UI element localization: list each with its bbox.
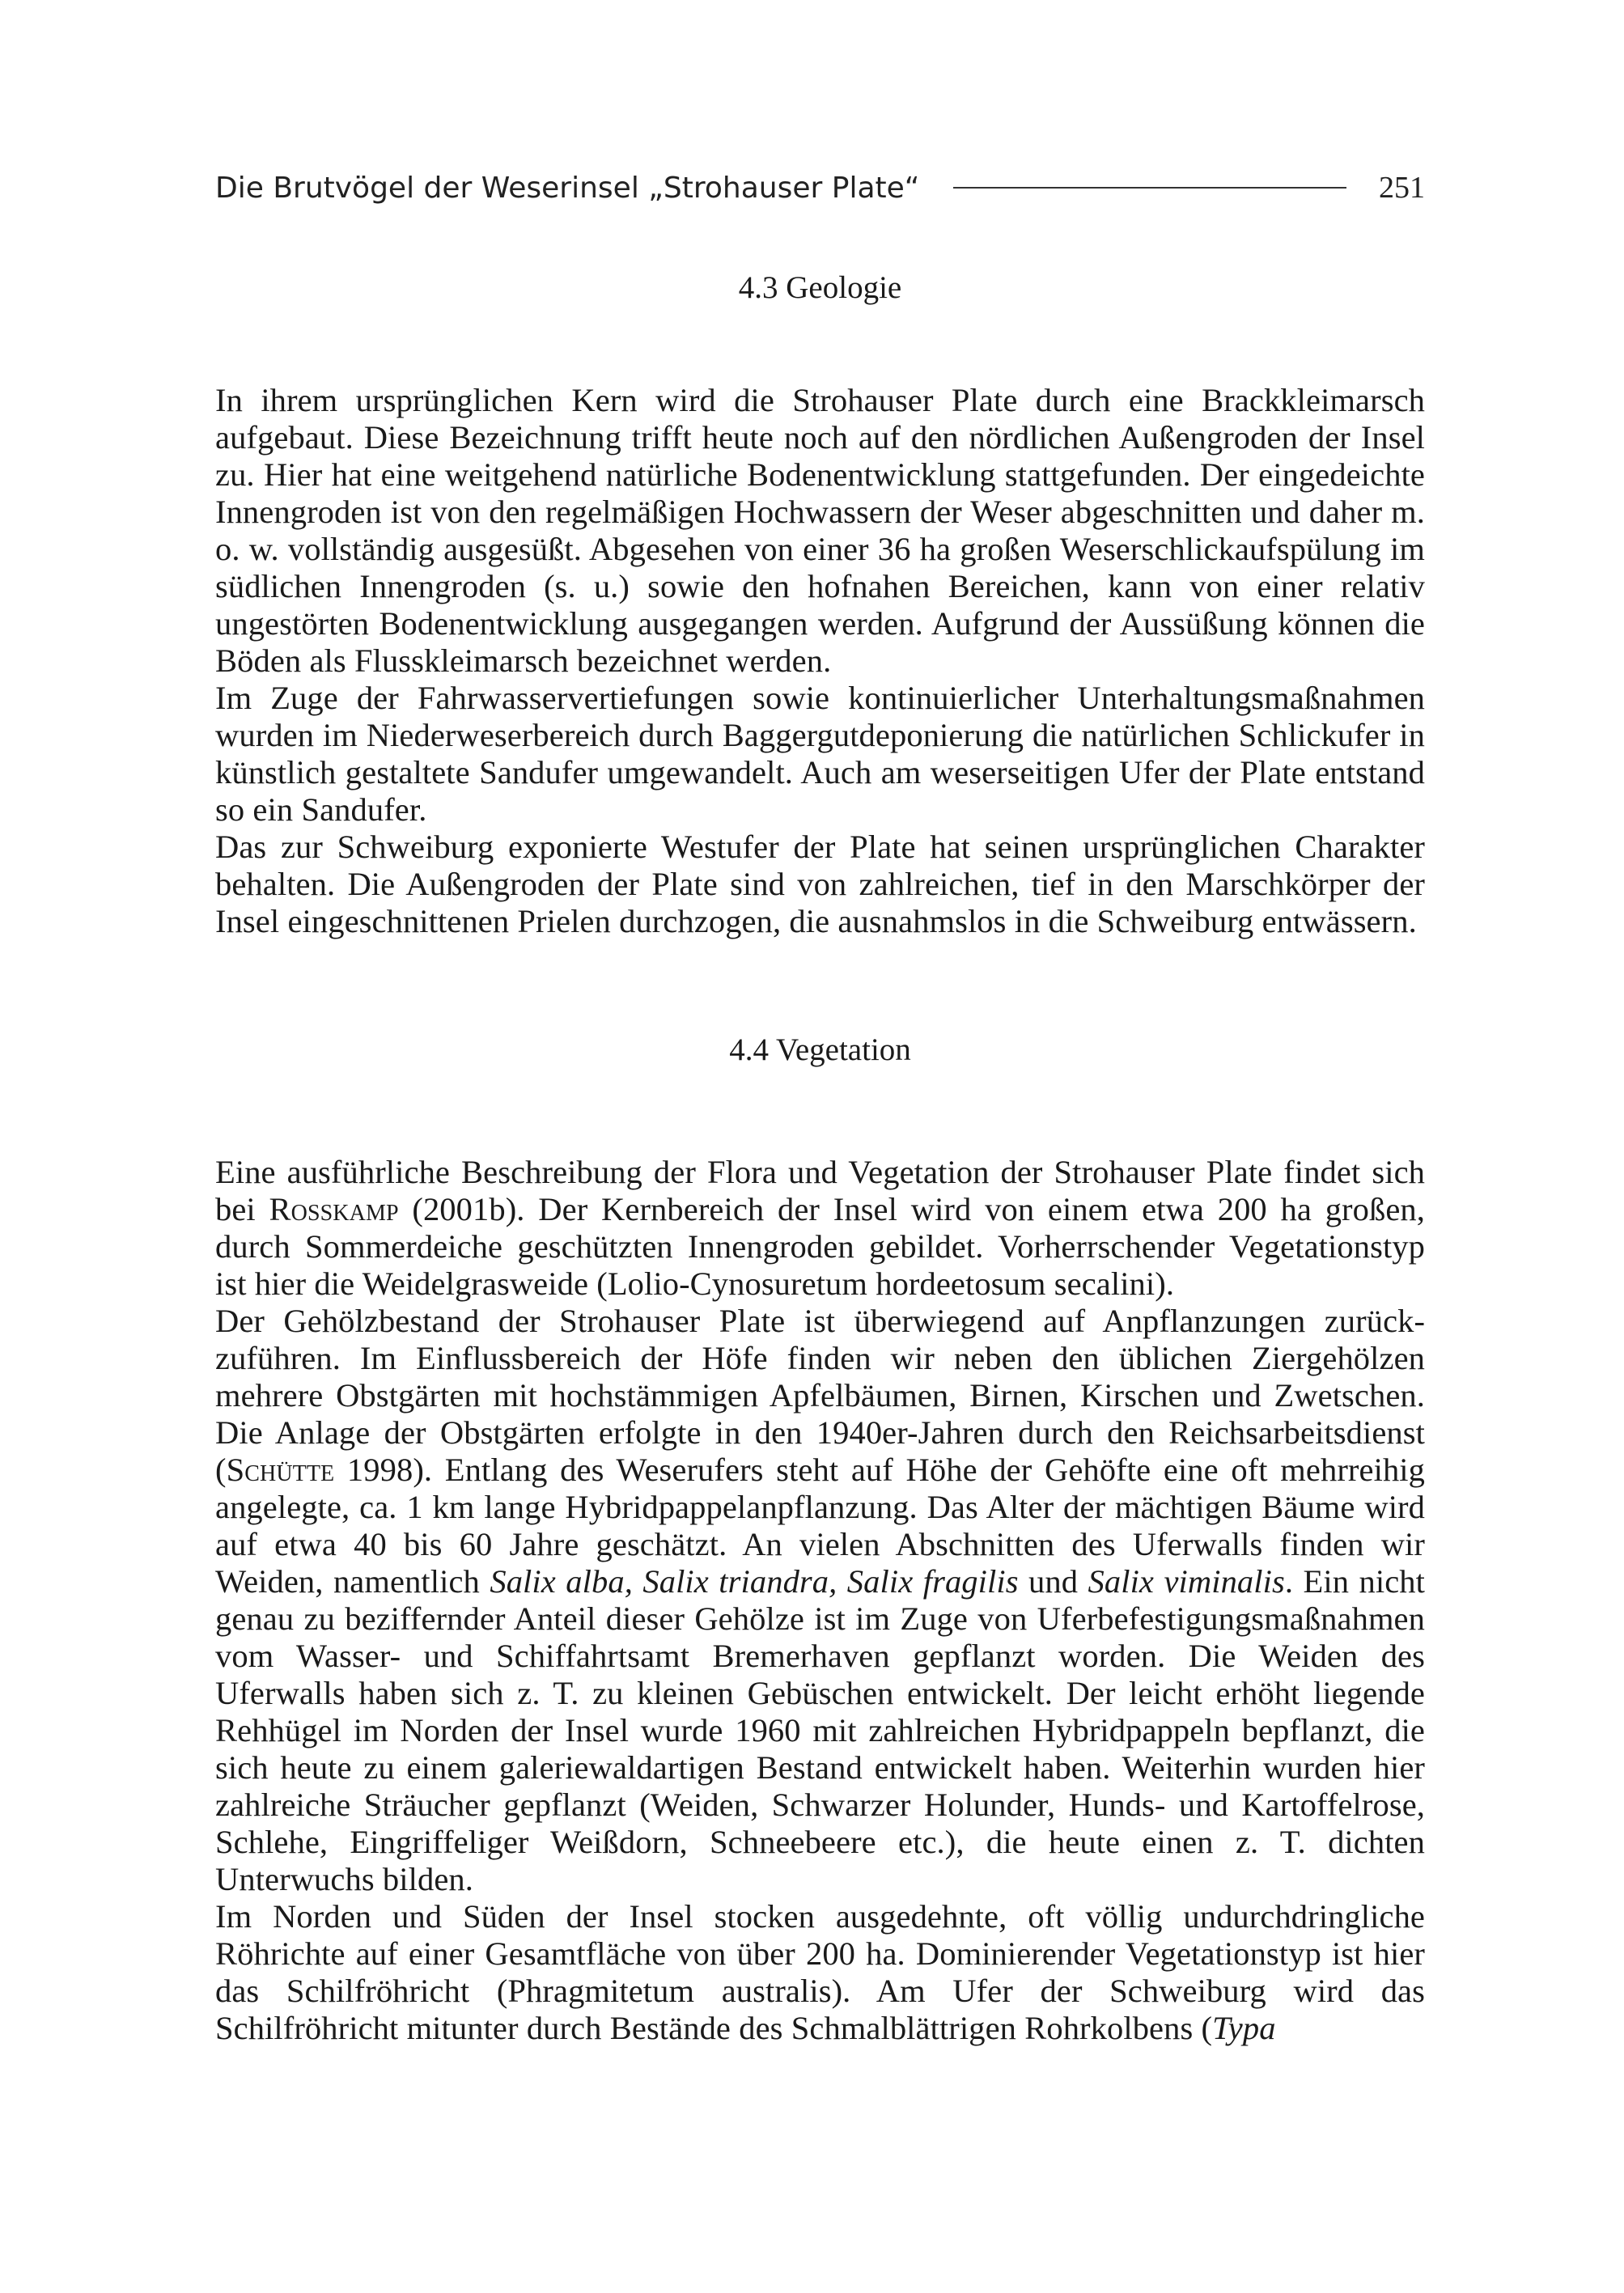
author-citation: Rosskamp (269, 1191, 399, 1227)
page-number: 251 (1379, 171, 1425, 205)
vegetation-paragraph-2 (215, 1303, 1425, 1898)
section-heading-vegetation: 4.4 Vegetation (729, 1032, 911, 1067)
vegetation-paragraph-3 (215, 1898, 1425, 2047)
section-geologie (215, 265, 1425, 940)
geologie-paragraph-1: In ihrem ursprünglichen Kern wird die Strohauser Plate durch eine Brackkleimarsch aufgebaut. Diese Bezeichnung trifft heute noch auf den nördlichen Außengroden der Insel zu. Hier hat eine weitgehend natürliche Bodenentwicklung stattgefunden. Der eingedeichte Innengroden ist von den regelmäßigen Hochwassern der Weser abgeschnitten und daher m. o. w. vollständig ausgesüßt. Abgesehen von einer 36 ha großen Weserschlickaufspülung im südlichen Innengroden (s. u.) sowie den hofnahen Bereichen, kann von einer relativ ungestörten Bodenentwicklung ausgegangen werden. Aufgrund der Aussüßung können die Böden als Flusskleimarsch bezeichnet werden. (215, 382, 1425, 679)
species-name: Typa (1212, 2010, 1276, 2046)
running-head (215, 165, 1425, 210)
section-heading-geologie: 4.3 Geologie (738, 270, 902, 305)
text-run: Eine ausführliche Beschreibung der Flora und Vegetation der Strohauser Plate findet sich bei (215, 1154, 1425, 1227)
species-name: Salix alba, Salix triandra, Salix fragilis (490, 1563, 1019, 1600)
section-vegetation (215, 1028, 1425, 2047)
geologie-paragraph-2: Im Zuge der Fahrwasservertiefungen sowie kontinuierlicher Unterhaltungsmaßnahmen wurden im Niederweserbereich durch Baggergutdeponierung die natürlichen Schlickufer in künstlich gestaltete Sandufer umgewandelt. Auch am weserseitigen Ufer der Plate entstand so ein Sandufer. (215, 680, 1425, 828)
author-citation: Schütte (226, 1452, 335, 1488)
vegetation-paragraph-1 (215, 1154, 1425, 1303)
geologie-paragraph-3: Das zur Schweiburg exponierte Westufer der Plate hat seinen ursprünglichen Charakter behalten. Die Außengroden der Plate sind von zahlreichen, tief in den Marschkörper der Insel eingeschnittenen Prielen durchzogen, die ausnahmslos in die Schweiburg entwässern. (215, 829, 1425, 939)
text-run: Im Norden und Süden der Insel stocken ausgedehnte, oft völlig undurchdringliche Röhrichte auf einer Gesamtfläche von über 200 ha. Dominierender Vegetationstyp ist hier das Schilfröhricht (Phragmitetum australis). Am Ufer der Schweiburg wird das Schilfröhricht mitunter durch Bestände des Schmalblättrigen Rohrkolbens ( (215, 1898, 1425, 2046)
text-run: Der Gehölzbestand der Strohauser Plate ist überwiegend auf Anpflanzungen zurückzuführen. Im Einflussbereich der Höfe finden wir neben den üblichen Ziergehölzen mehrere Obstgärten mit hochstämmigen Apfelbäumen, Birnen, Kirschen und Zwetschen. Die Anlage der Obstgärten erfolgte in den 1940er-Jahren durch den Reichsarbeitsdienst ( (215, 1303, 1425, 1488)
text-run: (2001b). Der Kernbereich der Insel wird von einem etwa 200 ha großen, durch Sommerdeiche geschützten Innengroden gebildet. Vorherrschender Vegetationstyp ist hier die Weidelgrasweide (Lolio-Cynosuretum hordeetosum secalini). (215, 1191, 1425, 1302)
text-run: 1998). Entlang des Weserufers steht auf Höhe der Gehöfte eine oft mehrreihig angelegte, ca. 1 km lange Hybridpappelanpflanzung. Das Alter der mächtigen Bäume wird auf etwa 40 bis 60 Jahre geschätzt. An vielen Abschnitten des Uferwalls finden wir Weiden, namentlich (215, 1452, 1425, 1600)
species-name: Salix viminalis (1088, 1563, 1285, 1600)
header-rule (953, 187, 1346, 189)
text-run: und (1018, 1563, 1088, 1600)
running-title: Die Brutvögel der Weserinsel „Strohauser Plate“ (215, 171, 920, 205)
text-run: . Ein nicht genau zu beziffernder Anteil dieser Gehölze ist im Zuge von Uferbefestigungsmaßnahmen vom Wasser- und Schiffahrtsamt Bremerhaven gepflanzt worden. Die Weiden des Uferwalls haben sich z. T. zu kleinen Gebüschen entwickelt. Der leicht erhöht liegende Rehhügel im Norden der Insel wurde 1960 mit zahlreichen Hybridpappeln bepflanzt, die sich heute zu einem galeriewaldartigen Bestand entwickelt haben. Weiterhin wurden hier zahlreiche Sträucher gepflanzt (Weiden, Schwarzer Holunder, Hunds- und Kartoffelrose, Schlehe, Eingriffeliger Weißdorn, Schneebeere etc.), die heute einen z. T. dichten Unterwuchs bilden. (215, 1563, 1425, 1897)
